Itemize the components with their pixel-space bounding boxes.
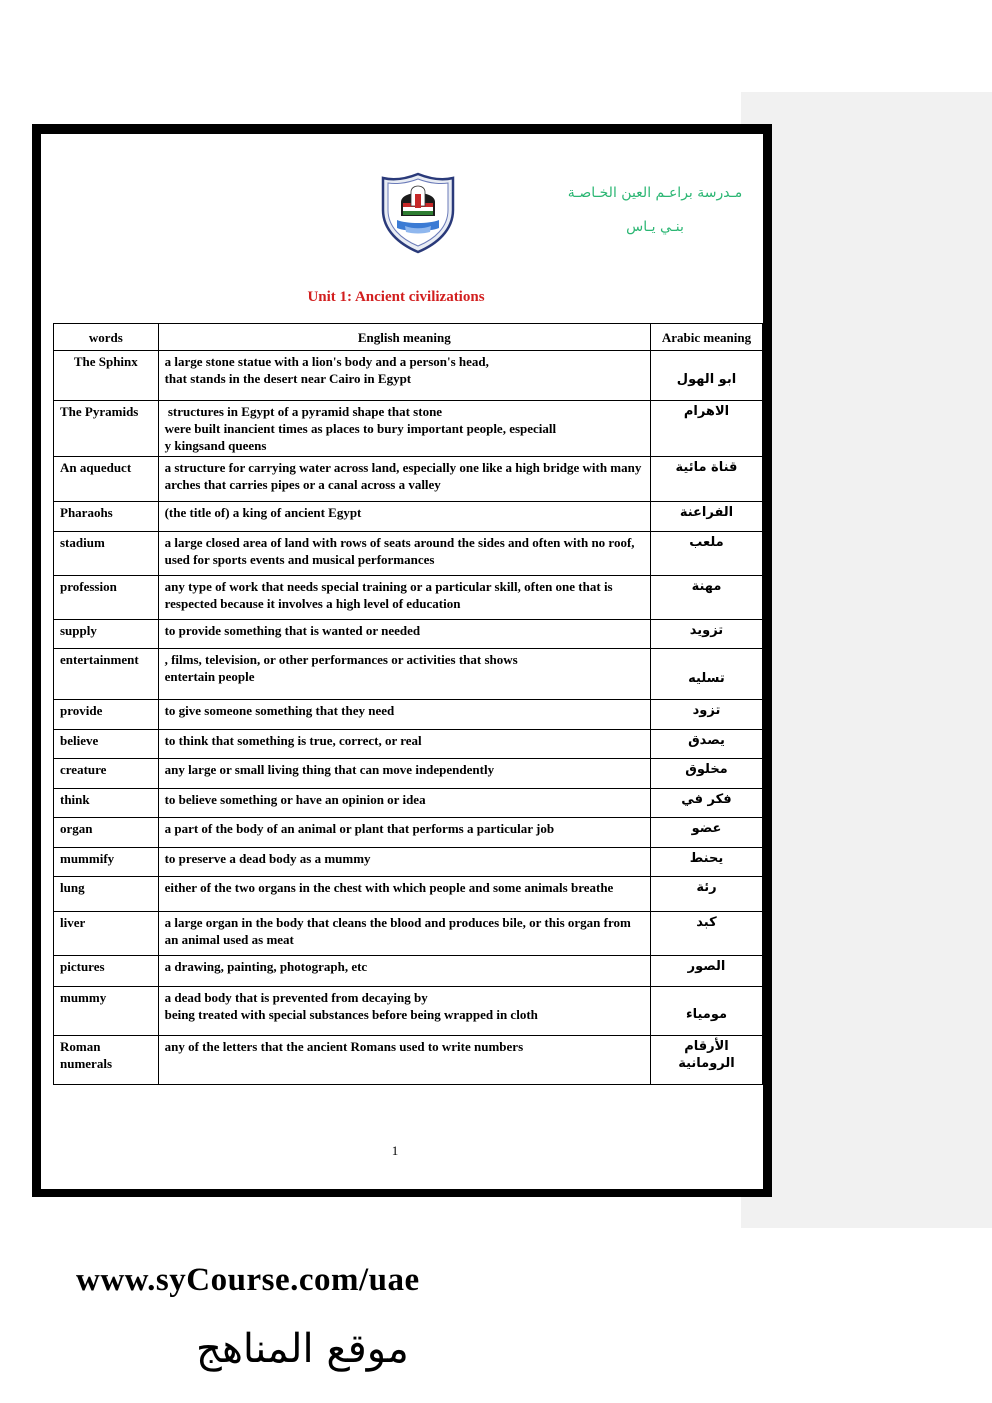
word-cell: An aqueduct [54,457,159,502]
english-meaning-cell: to think that something is true, correct, or real [158,730,650,759]
table-row [54,620,763,649]
header-arabic-meaning: Arabic meaning [650,324,762,351]
english-meaning-cell: a large organ in the body that cleans the blood and produces bile, or this organ from an animal used as meat [158,912,650,956]
word-cell: entertainment [54,649,159,700]
header-english-meaning: English meaning [158,324,650,351]
site-name-arabic: موقع المناهج [196,1326,409,1372]
word-cell: mummify [54,848,159,877]
english-meaning-cell: (the title of) a king of ancient Egypt [158,502,650,532]
table-row [54,649,763,700]
table-row [54,401,763,457]
arabic-meaning-cell: تزود [650,700,762,730]
page-number: 1 [391,1143,399,1158]
table-header-row [54,324,763,351]
arabic-meaning-cell: الفراعنة [650,502,762,532]
arabic-meaning-cell: كبد [650,912,762,956]
english-meaning-cell: to preserve a dead body as a mummy [158,848,650,877]
word-cell: Pharaohs [54,502,159,532]
word-cell: lung [54,877,159,912]
word-cell: liver [54,912,159,956]
english-meaning-cell: structures in Egypt of a pyramid shape that stone were built inancient times as places to bury important people, especiall y kingsand queens [158,401,650,457]
word-cell: profession [54,576,159,620]
english-meaning-cell: a part of the body of an animal or plant that performs a particular job [158,818,650,848]
table-row [54,877,763,912]
school-name-line1: مـدرسة براعـم العين الخـاصـة [567,185,743,201]
vocabulary-table [53,323,763,1085]
table-row [54,700,763,730]
word-cell: believe [54,730,159,759]
english-meaning-cell: any of the letters that the ancient Romans used to write numbers [158,1036,650,1085]
school-name [560,176,750,244]
table-row [54,848,763,877]
school-crest-icon [381,172,455,254]
english-meaning-cell: to provide something that is wanted or needed [158,620,650,649]
table-row [54,956,763,987]
english-meaning-cell: either of the two organs in the chest with which people and some animals breathe [158,877,650,912]
english-meaning-cell: a drawing, painting, photograph, etc [158,956,650,987]
website-url: www.syCourse.com/uae [76,1262,420,1298]
arabic-meaning-cell: مومياء [650,987,762,1036]
arabic-meaning-cell: يحنط [650,848,762,877]
word-cell: creature [54,759,159,789]
table-row [54,759,763,789]
arabic-meaning-cell: الأرقام الرومانية [650,1036,762,1085]
english-meaning-cell: any type of work that needs special training or a particular skill, often one that is respected because it involves a high level of education [158,576,650,620]
arabic-meaning-cell: يصدق [650,730,762,759]
header-words: words [54,324,159,351]
table-row [54,912,763,956]
table-row [54,502,763,532]
english-meaning-cell: a structure for carrying water across land, especially one like a high bridge with many arches that carries pipes or a canal across a valley [158,457,650,502]
unit-title: Unit 1: Ancient civilizations [307,289,485,305]
english-meaning-cell: a large closed area of land with rows of seats around the sides and often with no roof, used for sports events and musical performances [158,532,650,576]
english-meaning-cell: any large or small living thing that can move independently [158,759,650,789]
arabic-meaning-cell: فكر في [650,789,762,818]
arabic-meaning-cell: رئة [650,877,762,912]
word-cell: stadium [54,532,159,576]
table-row [54,532,763,576]
arabic-meaning-cell: ابو الهول [650,351,762,401]
table-row [54,351,763,401]
arabic-meaning-cell: مهنة [650,576,762,620]
word-cell: organ [54,818,159,848]
english-meaning-cell: to give someone something that they need [158,700,650,730]
arabic-meaning-cell: ملعب [650,532,762,576]
school-name-line2: بنـي يـاس [626,219,684,235]
arabic-meaning-cell: تسليه [650,649,762,700]
table-row [54,457,763,502]
word-cell: The Pyramids [54,401,159,457]
word-cell: provide [54,700,159,730]
table-row [54,576,763,620]
word-cell: Roman numerals [54,1036,159,1085]
table-row [54,818,763,848]
arabic-meaning-cell: قناة مائية [650,457,762,502]
word-cell: The Sphinx [54,351,159,401]
word-cell: supply [54,620,159,649]
english-meaning-cell: , films, television, or other performances or activities that shows entertain people [158,649,650,700]
table-row [54,1036,763,1085]
table-row [54,789,763,818]
table-row [54,730,763,759]
english-meaning-cell: a large stone statue with a lion's body and a person's head, that stands in the desert near Cairo in Egypt [158,351,650,401]
arabic-meaning-cell: الصور [650,956,762,987]
english-meaning-cell: a dead body that is prevented from decaying by being treated with special substances before being wrapped in cloth [158,987,650,1036]
word-cell: pictures [54,956,159,987]
english-meaning-cell: to believe something or have an opinion or idea [158,789,650,818]
arabic-meaning-cell: عضو [650,818,762,848]
arabic-meaning-cell: الاهرام [650,401,762,457]
word-cell: think [54,789,159,818]
arabic-meaning-cell: تزويد [650,620,762,649]
table-row [54,987,763,1036]
right-margin-strip [741,92,992,1228]
arabic-meaning-cell: مخلوق [650,759,762,789]
word-cell: mummy [54,987,159,1036]
